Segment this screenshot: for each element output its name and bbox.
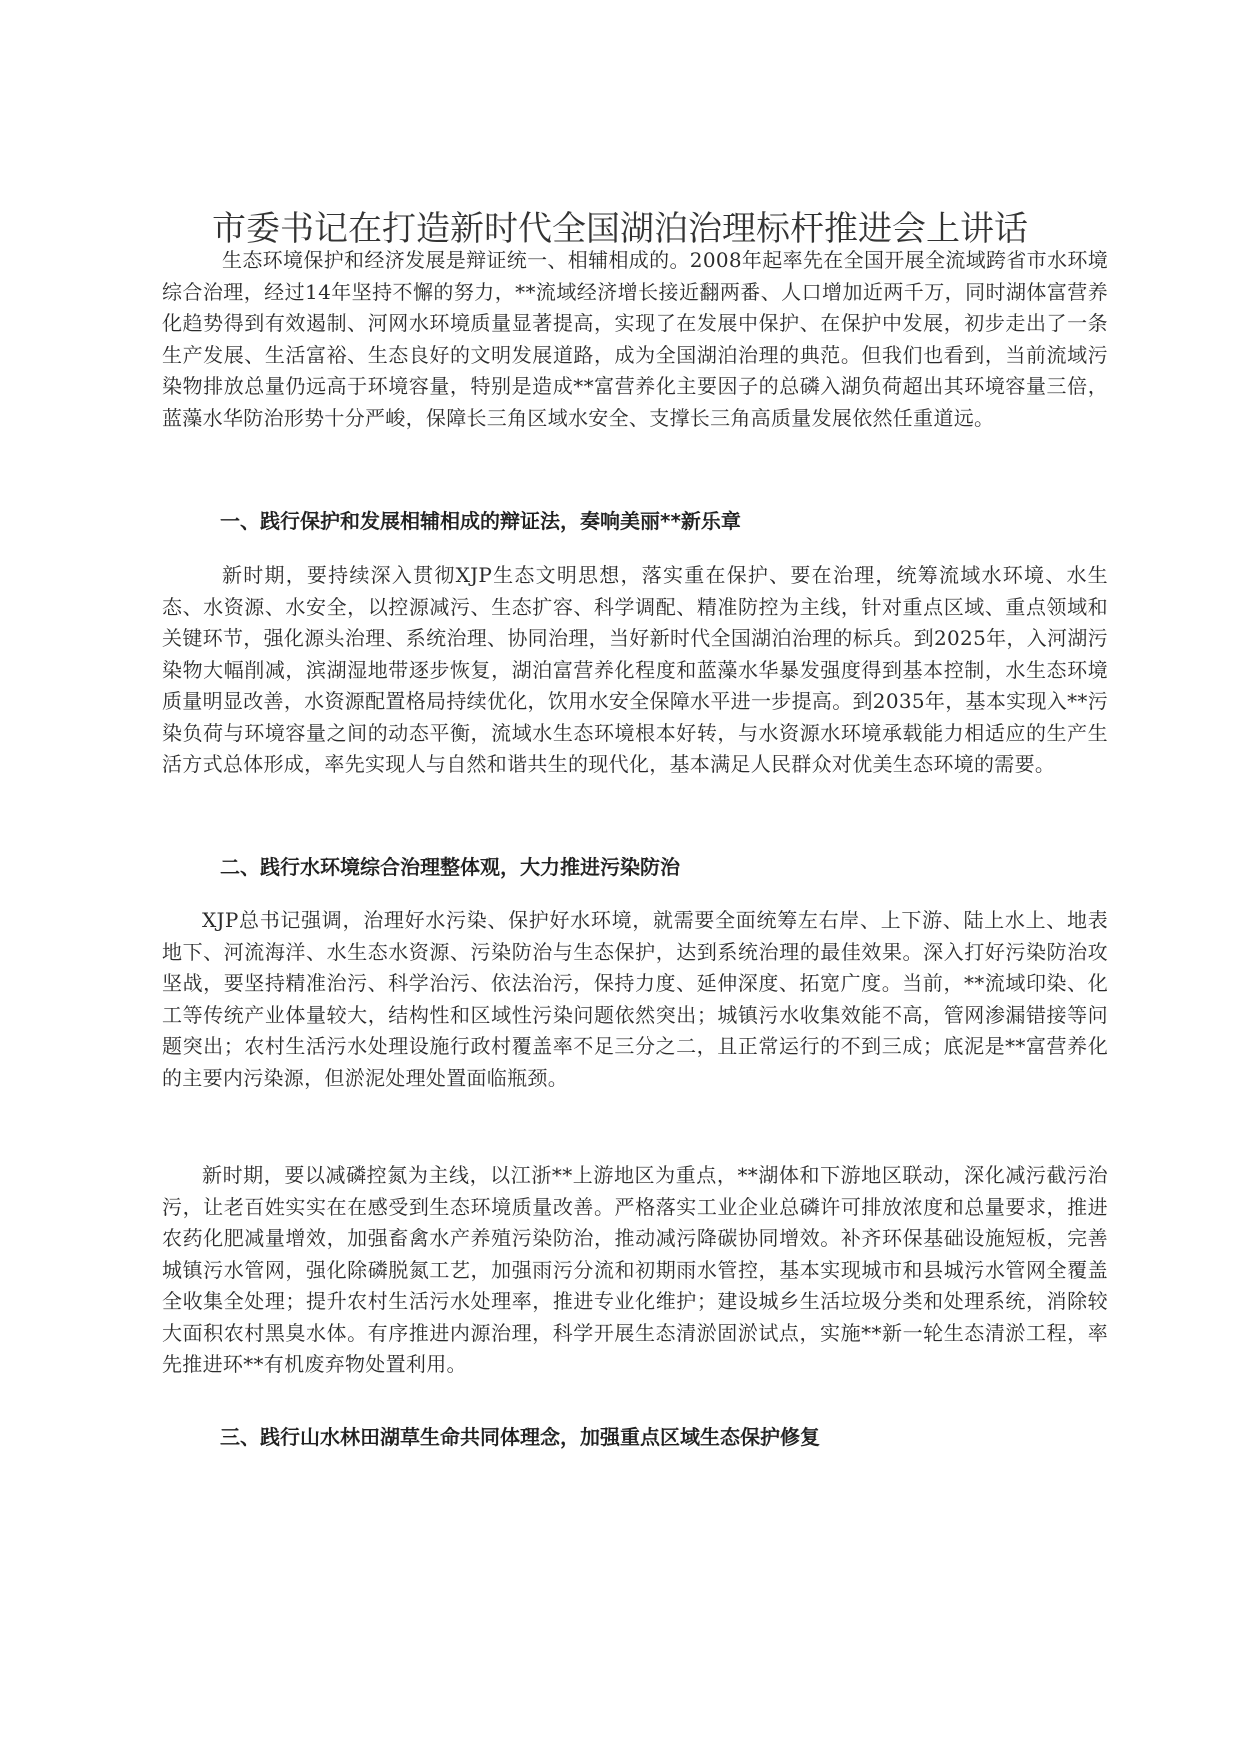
section-2-paragraph-1: XJP总书记强调，治理好水污染、保护好水环境，就需要全面统筹左右岸、上下游、陆上水上、地表地下、河流海洋、水生态水资源、污染防治与生态保护，达到系统治理的最佳效果。深入打好污染防治攻坚战，要坚持精准治污、科学治污、依法治污，保持力度、延伸深度、拓宽广度。当前，**流域印染、化工等传统产业体量较大，结构性和区域性污染问题依然突出；城镇污水收集效能不高，管网渗漏错接等问题突出；农村生活污水处理设施行政村覆盖率不足三分之二，且正常运行的不到三成；底泥是**富营养化的主要内污染源，但淤泥处理处置面临瓶颈。 (162, 908, 1108, 1090)
section-2-heading: 二、践行水环境综合治理整体观，大力推进污染防治 (220, 855, 680, 879)
section-1-paragraph: 新时期，要持续深入贯彻XJP生态文明思想，落实重在保护、要在治理，统筹流域水环境、水生态、水资源、水安全，以控源减污、生态扩容、科学调配、精准防控为主线，针对重点区域、重点领域和关键环节，强化源头治理、系统治理、协同治理，当好新时代全国湖泊治理的标兵。到2025年，入河湖污染物大幅削减，滨湖湿地带逐步恢复，湖泊富营养化程度和蓝藻水华暴发强度得到基本控制，水生态环境质量明显改善，水资源配置格局持续优化，饮用水安全保障水平进一步提高。到2035年，基本实现入**污染负荷与环境容量之间的动态平衡，流域水生态环境根本好转，与水资源水环境承载能力相适应的生产生活方式总体形成，率先实现人与自然和谐共生的现代化，基本满足人民群众对优美生态环境的需要。 (162, 563, 1108, 776)
document-title: 市委书记在打造新时代全国湖泊治理标杆推进会上讲话 (212, 209, 1028, 249)
intro-paragraph: 生态环境保护和经济发展是辩证统一、相辅相成的。2008年起率先在全国开展全流域跨省市水环境综合治理，经过14年坚持不懈的努力，**流域经济增长接近翻两番、人口增加近两千万，同时湖体富营养化趋势得到有效遏制、河网水环境质量显著提高，实现了在发展中保护、在保护中发展，初步走出了一条生产发展、生活富裕、生态良好的文明发展道路，成为全国湖泊治理的典范。但我们也看到，当前流域污染物排放总量仍远高于环境容量，特别是造成**富营养化主要因子的总磷入湖负荷超出其环境容量三倍，蓝藻水华防治形势十分严峻，保障长三角区域水安全、支撑长三角高质量发展依然任重道远。 (162, 248, 1108, 430)
section-2-paragraph-2: 新时期，要以减磷控氮为主线，以江浙**上游地区为重点，**湖体和下游地区联动，深化减污截污治污，让老百姓实实在在感受到生态环境质量改善。严格落实工业企业总磷许可排放浓度和总量要求，推进农药化肥减量增效，加强畜禽水产养殖污染防治，推动减污降碳协同增效。补齐环保基础设施短板，完善城镇污水管网，强化除磷脱氮工艺，加强雨污分流和初期雨水管控，基本实现城市和县城污水管网全覆盖全收集全处理；提升农村生活污水处理率，推进专业化维护；建设城乡生活垃圾分类和处理系统，消除较大面积农村黑臭水体。有序推进内源治理，科学开展生态清淤固淤试点，实施**新一轮生态清淤工程，率先推进环**有机废弃物处置利用。 (162, 1163, 1108, 1376)
section-3-heading: 三、践行山水林田湖草生命共同体理念，加强重点区域生态保护修复 (220, 1425, 820, 1449)
section-1-heading: 一、践行保护和发展相辅相成的辩证法，奏响美丽**新乐章 (220, 509, 741, 533)
